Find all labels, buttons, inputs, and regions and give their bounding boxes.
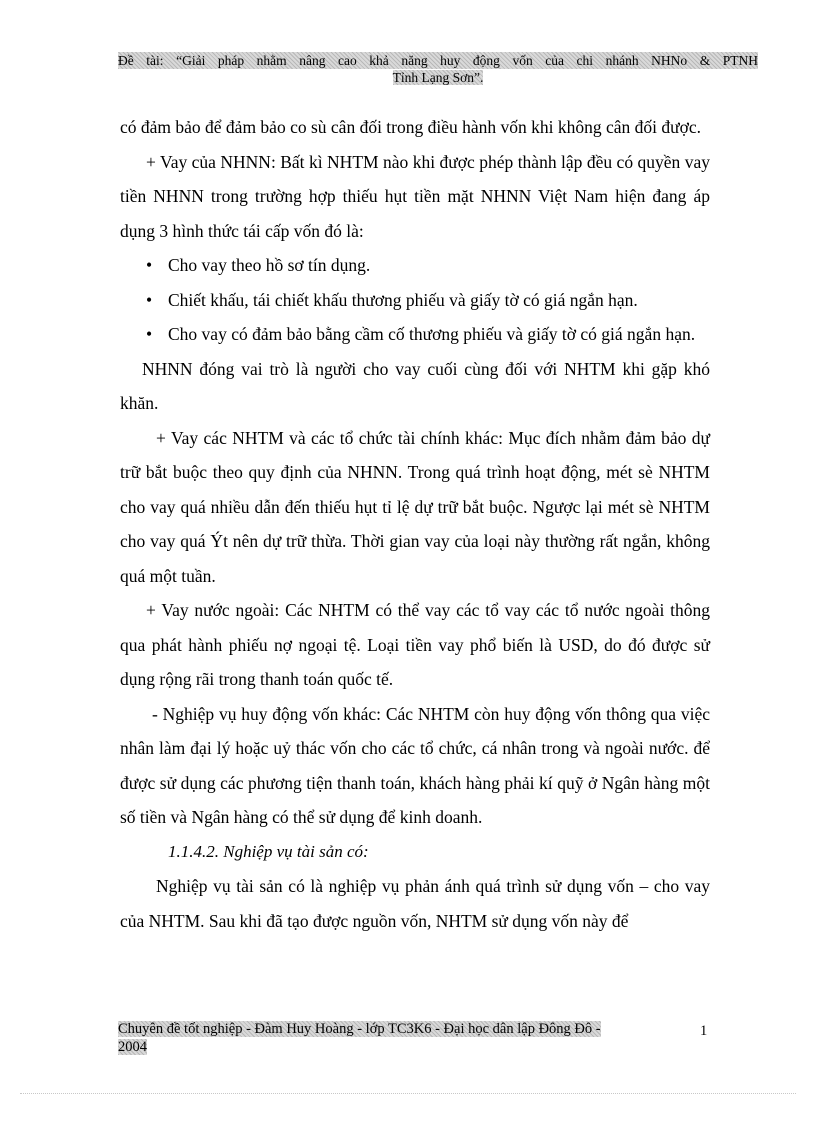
- paragraph-interbank-loans: + Vay các NHTM và các tổ chức tài chính khác: Mục đích nhằm đảm bảo dự trữ bắt buộc theo quy định của NHNN. Trong quá trình hoạt động, mét sè NHTM cho vay quá nhiều dẫn đến thiếu hụt tỉ lệ dự trữ bắt buộc. Ngược lại mét sè NHTM cho vay quá Ýt nên dự trữ thừa. Thời gian vay của loại này thường rất ngắn, không quá một tuần.: [120, 427, 710, 586]
- paragraph-lender-of-last-resort: NHNN đóng vai trò là người cho vay cuối cùng đối với NHTM khi gặp khó khăn.: [120, 358, 710, 413]
- list-item-text: Cho vay có đảm bảo bằng cầm cố thương phiếu và giấy tờ có giá ngắn hạn.: [168, 324, 696, 344]
- bullet-icon: •: [146, 324, 153, 344]
- paragraph-assets-operations: Nghiệp vụ tài sản có là nghiệp vụ phản ánh quá trình sử dụng vốn – cho vay của NHTM. Sau khi đã tạo được nguồn vốn, NHTM sử dụng vốn này để: [120, 876, 710, 931]
- list-item: [120, 283, 710, 318]
- bullet-icon: •: [146, 289, 153, 310]
- list-item: [120, 317, 710, 352]
- footer-text-line-1: Chuyên đề tốt nghiệp - Đàm Huy Hoàng - lớp TC3K6 - Đại học dân lập Đông Đô -: [118, 1021, 601, 1037]
- page-bottom-divider: [20, 1093, 796, 1094]
- list-item-text: Cho vay theo hồ sơ tín dụng.: [168, 255, 371, 275]
- document-body: [120, 110, 710, 938]
- footer-text-line-2: 2004: [118, 1039, 147, 1055]
- list-item-text: Chiết khấu, tái chiết khấu thương phiếu và giấy tờ có giá ngắn hạn.: [168, 289, 638, 310]
- bullet-icon: •: [146, 255, 153, 275]
- page-footer: [118, 1020, 718, 1056]
- paragraph-continuation: có đảm bảo để đảm bảo co sù cân đối trong điều hành vốn khi không cân đối được.: [120, 117, 702, 137]
- paragraph-other-mobilization: - Nghiệp vụ huy động vốn khác: Các NHTM còn huy động vốn thông qua việc nhân làm đại lý hoặc uỷ thác vốn cho các tổ chức, cá nhân trong và ngoài nước. để được sử dụng các phương tiện thanh toán, khách hàng phải kí quỹ ở Ngân hàng một số tiền và Ngân hàng có thể sử dụng để kinh doanh.: [120, 703, 710, 827]
- header-title-line-1: Đề tài: “Giải pháp nhằm nâng cao khả năng huy động vốn của chi nhánh NHNo & PTNH: [118, 53, 758, 68]
- header-title-line-2: [118, 69, 758, 86]
- header-title-line-2-text: Tỉnh Lạng Sơn”.: [392, 70, 484, 85]
- section-heading: 1.1.4.2. Nghiệp vụ tài sản có:: [168, 841, 369, 861]
- list-item: [120, 248, 710, 283]
- paragraph-sbv-loans: + Vay của NHNN: Bất kì NHTM nào khi được phép thành lập đều có quyền vay tiền NHNN trong trường hợp thiếu hụt tiền mặt NHNN Việt Nam hiện đang áp dụng 3 hình thức tái cấp vốn đó là:: [120, 151, 710, 241]
- page-header: [118, 52, 758, 94]
- page-number: 1: [700, 1023, 708, 1039]
- paragraph-foreign-loans: + Vay nước ngoài: Các NHTM có thể vay các tổ vay các tổ nước ngoài thông qua phát hành phiếu nợ ngoại tệ. Loại tiền vay phổ biến là USD, do đó được sử dụng rộng rãi trong thanh toán quốc tế.: [120, 600, 710, 689]
